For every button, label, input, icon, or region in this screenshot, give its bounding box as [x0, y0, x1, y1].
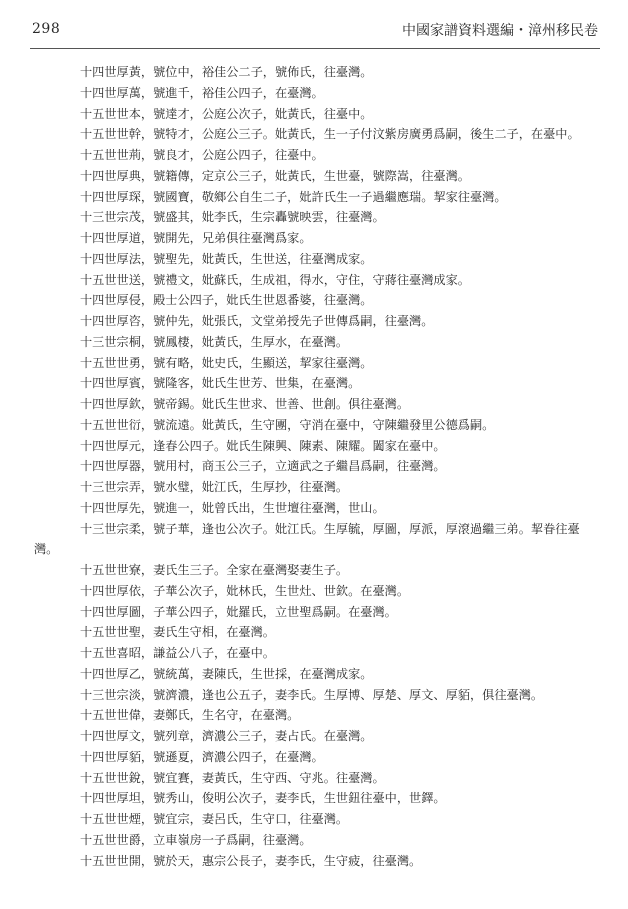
- entry-paragraph-wrapped: 十三世宗柔，號子華，逢也公次子。妣江氏。生厚毓，厚圖，厚派，厚滾過繼三弟。挈眷往臺灣。: [34, 521, 580, 557]
- genealogy-entries: [34, 62, 598, 871]
- entry-line: 十四世厚黃，號位中，裕佳公二子，號佈氏，往臺灣。: [80, 65, 373, 79]
- entry-line: 十四世厚典，號籍傳，定京公三子，妣黃氏，生世臺，號際嵩，往臺灣。: [80, 168, 470, 183]
- entry-line: 十四世厚道，號開先，兄弟俱往臺灣爲家。: [80, 231, 312, 245]
- entry-line: 十四世厚咨，號仲先，妣張氏，文堂弟授先子世傳爲嗣，往臺灣。: [80, 314, 434, 328]
- running-header: 中國家譜資料選編・漳州移民卷: [402, 23, 598, 39]
- entry-line: 十五世世勇，號有略，妣史氏，生顯送，挈家往臺灣。: [80, 355, 373, 370]
- entry-line: 十五世世煙，號宜宗，妻呂氏，生守口，往臺灣。: [80, 812, 349, 826]
- entry-line: 十五世喜昭，謙益公八子，在臺中。: [80, 646, 275, 660]
- entry-line: 十五世世幹，號特才，公庭公三子。妣黃氏，生一子付汶紫房廣勇爲嗣，後生二子，在臺中。: [80, 127, 580, 142]
- entry-line: 十四世厚賓，號隆客，妣氏生世芳、世集，在臺灣。: [80, 376, 361, 391]
- entry-line: 十五世世開，號於天，惠宗公長子，妻李氏，生守疲，往臺灣。: [80, 853, 422, 868]
- entry-line: 十五世世荊，號良才，公庭公四子，往臺中。: [80, 148, 324, 162]
- entry-line: 十四世厚器，號用村，商玉公三子，立適武之子繼昌爲嗣，往臺灣。: [80, 459, 446, 474]
- entry-line: 十五世世爵，立車嶺房一子爲嗣，往臺灣。: [80, 832, 312, 847]
- entry-line: 十四世厚貊，號遜夏，濟濃公四子，在臺灣。: [80, 749, 324, 764]
- entry-line: 十五世世寮，妻氏生三子。全家在臺灣娶妻生子。: [80, 563, 349, 577]
- entry-line: 十四世厚元，逢春公四子。妣氏生陳興、陳素、陳耀。闔家在臺中。: [80, 438, 446, 453]
- entry-line: 十三世宗淡，號濟濃，逢也公五子，妻李氏。生厚博、厚楚、厚文、厚貊，俱往臺灣。: [80, 687, 544, 702]
- entry-line: 十五世世偉，妻鄭氏，生名守，在臺灣。: [80, 708, 300, 723]
- entry-line: 十三世宗茂，號盛其，妣李氏，生宗轟號映雲，往臺灣。: [80, 210, 385, 225]
- header-rule: [30, 48, 600, 49]
- entry-line: 十三世宗弄，號水璧，妣江氏，生厚抄，往臺灣。: [80, 480, 349, 494]
- entry-line: 十四世厚侵，殿士公四子，妣氏生世恩番婆，往臺灣。: [80, 293, 373, 308]
- page-number: 298: [32, 21, 61, 37]
- entry-line: 十五世世聖，妻氏生守相，在臺灣。: [80, 625, 275, 640]
- entry-line: 十四世厚文，號列章，濟濃公三子，妻占氏。在臺灣。: [80, 729, 373, 743]
- entry-line: 十五世世送，號禮文，妣蘇氏，生成祖，得水，守住，守蔣往臺灣成家。: [80, 272, 470, 287]
- entry-line: 十三世宗桐，號鳳棲，妣黃氏，生厚水，在臺灣。: [80, 334, 349, 349]
- entry-line: 十五世世本，號達才，公庭公次子，妣黃氏，往臺中。: [80, 106, 373, 121]
- entry-line: 十五世世衍，號流遠。妣黃氏，生守團，守消在臺中，守陳繼發里公德爲嗣。: [80, 417, 495, 432]
- entry-line: 十四世厚萬，號進千，裕佳公四子，在臺灣。: [80, 85, 324, 100]
- entry-line: 十四世厚乙，號統萬，妻陳氏，生世採，在臺灣成家。: [80, 666, 373, 681]
- entry-line: 十四世厚依，子華公次子，妣林氏，生世灶、世欽。在臺灣。: [80, 583, 410, 598]
- entry-line: 十四世厚坦，號秀山，俊明公次子，妻李氏，生世鈕往臺中，世鐸。: [80, 791, 446, 806]
- entry-line: 十四世厚琛，號國寶，敬鄉公自生二子，妣許氏生一子過繼應瑞。挈家往臺灣。: [80, 189, 507, 204]
- entry-line: 十四世厚圖，子華公四子，妣羅氏，立世聖爲嗣。在臺灣。: [80, 604, 397, 619]
- entry-line: 十四世厚法，號聖先，妣黃氏，生世送，往臺灣成家。: [80, 251, 373, 266]
- entry-line: 十四世厚先，號進一，妣曾氏出，生世壇往臺灣，世山。: [80, 500, 385, 515]
- entry-line: 十四世厚欽，號帝錫。妣氏生世求、世善、世創。俱往臺灣。: [80, 397, 410, 411]
- entry-line: 十五世世銳，號宜賽，妻黃氏，生守西、守兆。往臺灣。: [80, 770, 385, 785]
